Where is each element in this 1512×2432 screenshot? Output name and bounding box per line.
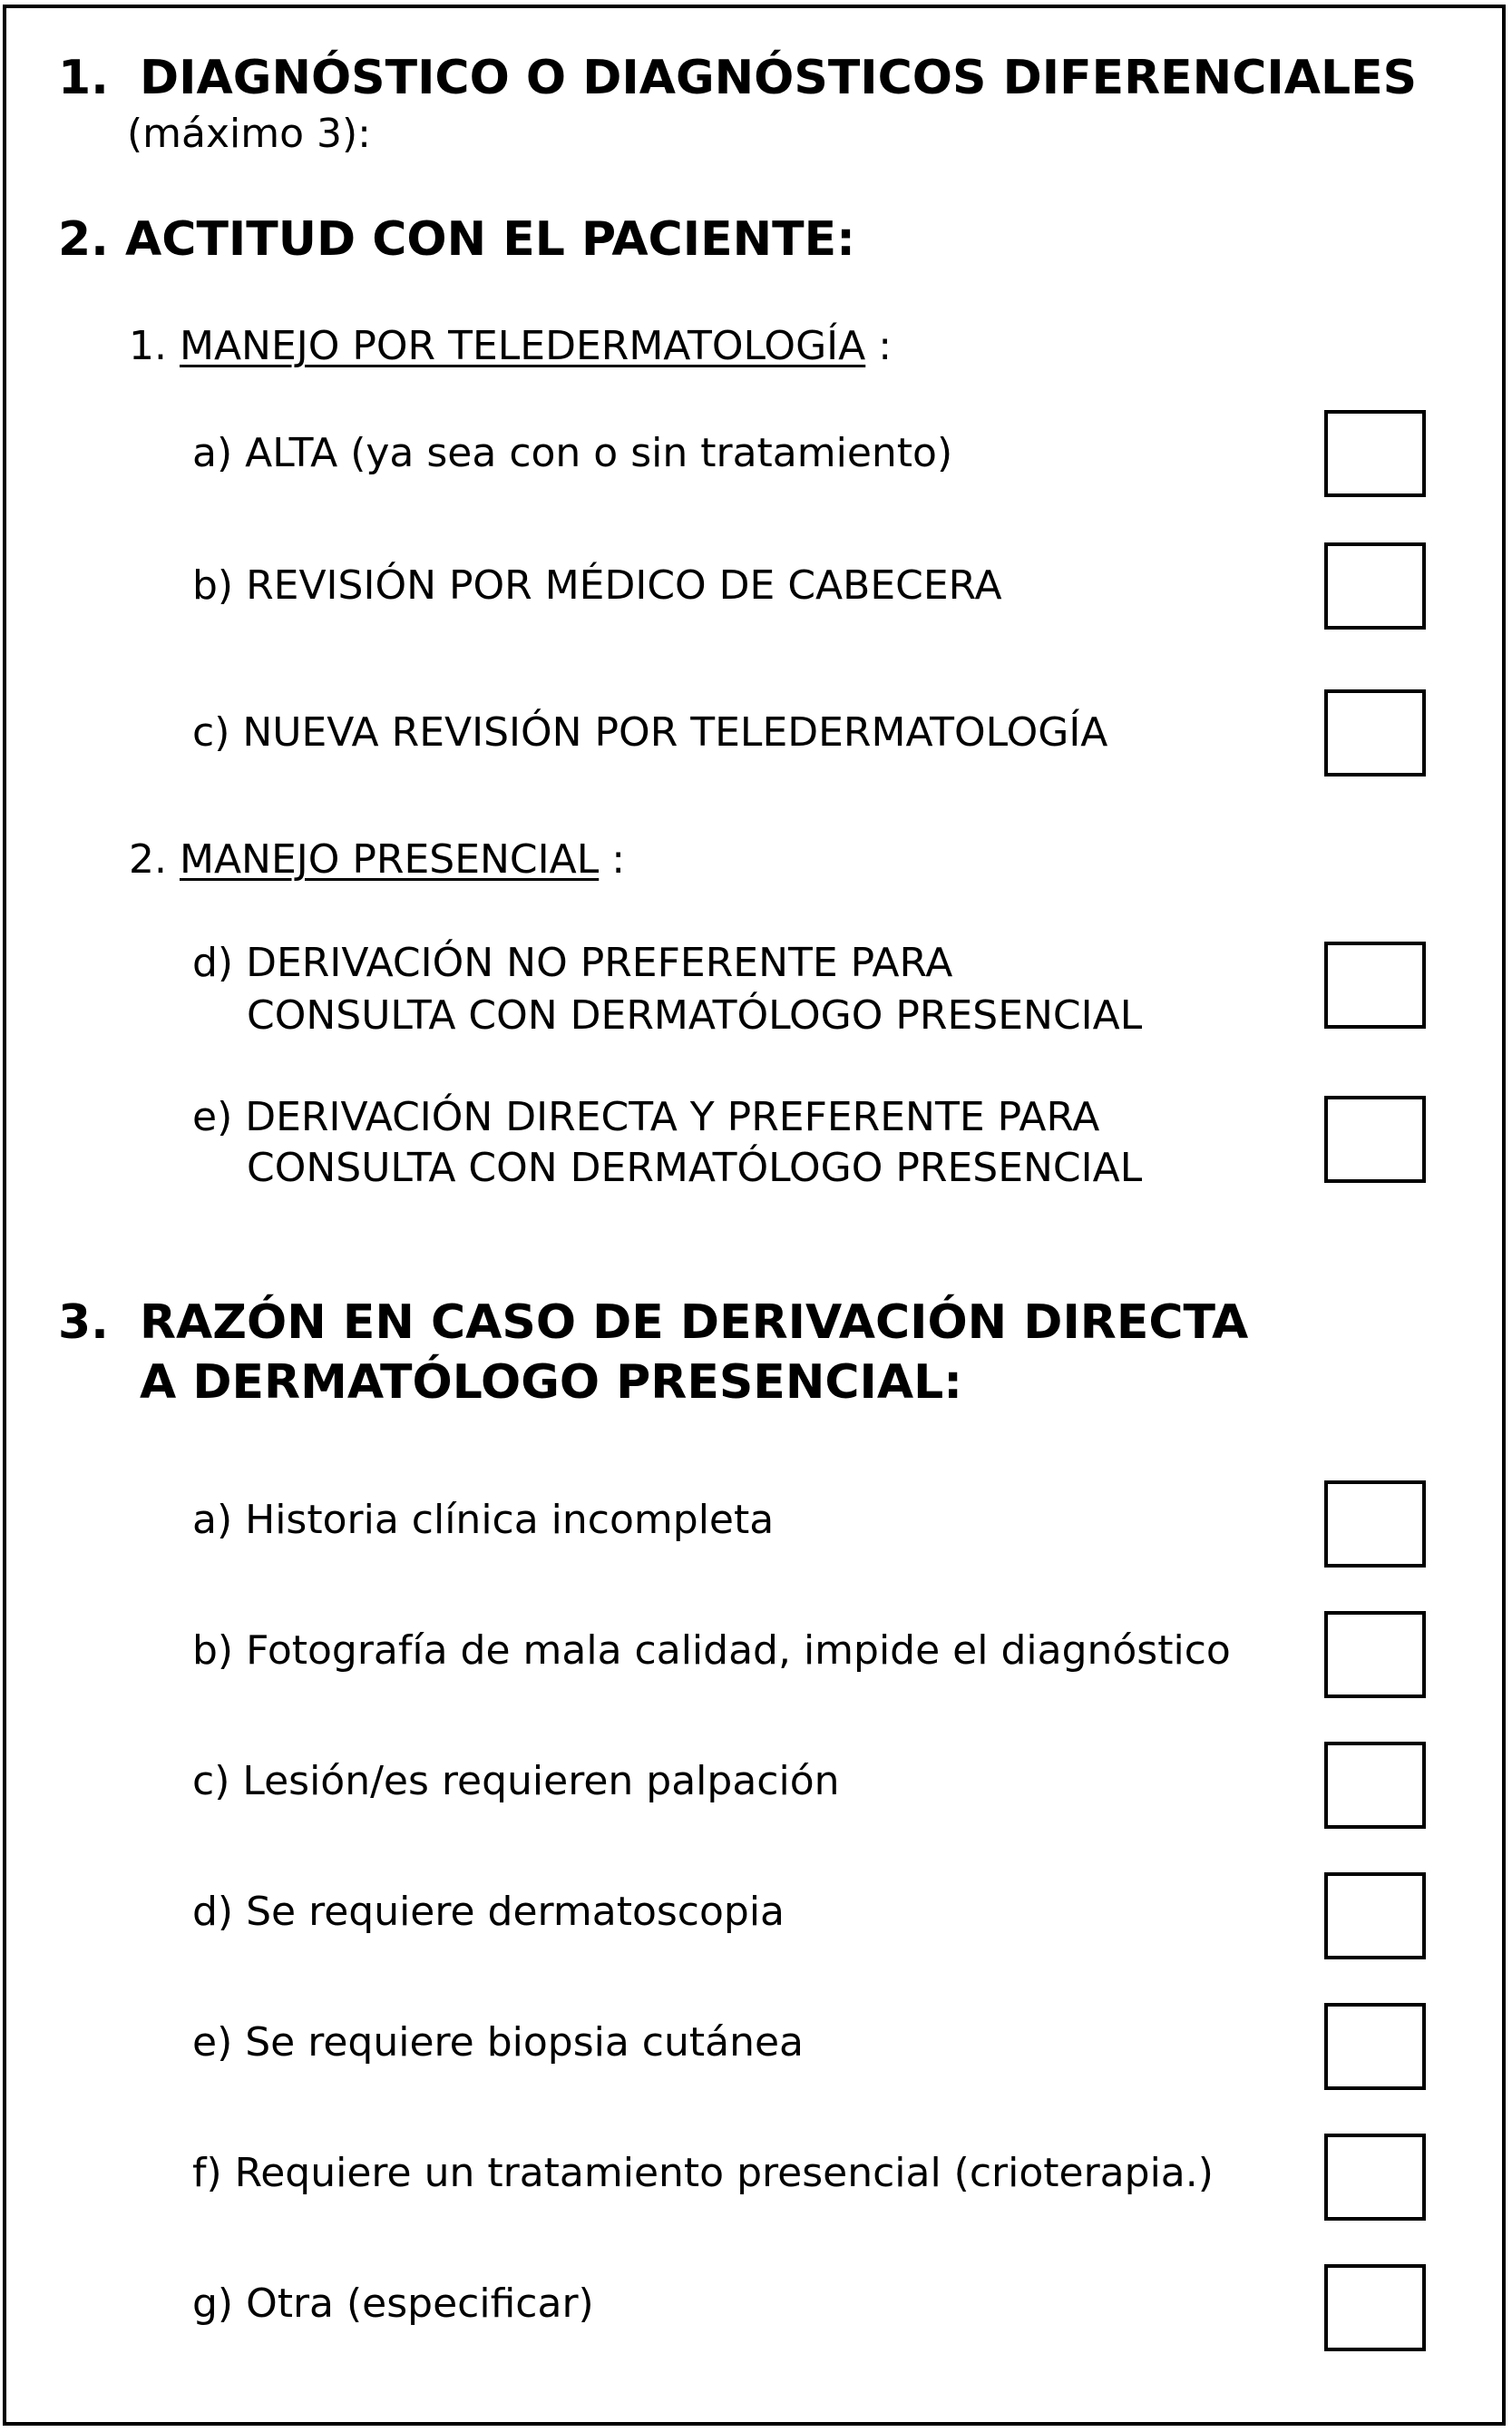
reason-biopsia-label: e) Se requiere biopsia cutánea [192, 2019, 805, 2066]
subsection-1-heading [129, 323, 893, 369]
option-derivacion-no-preferente-checkbox[interactable] [1324, 942, 1426, 1029]
subsection-2-heading [129, 836, 626, 883]
reason-otra-label: g) Otra (especificar) [192, 2281, 594, 2327]
reason-dermatoscopia-label: d) Se requiere dermatoscopia [192, 1889, 785, 1935]
option-derivacion-directa-line2: CONSULTA CON DERMATÓLOGO PRESENCIAL [247, 1145, 1143, 1191]
subsection-1-number: 1. [129, 323, 167, 369]
section-2-title: 2. ACTITUD CON EL PACIENTE: [58, 212, 855, 267]
section-1-note: (máximo 3): [127, 111, 372, 157]
option-derivacion-no-preferente-line1: d) DERIVACIÓN NO PREFERENTE PARA [192, 940, 953, 986]
section-3-number: 3. [58, 1295, 109, 1350]
reason-dermatoscopia-checkbox[interactable] [1324, 1872, 1426, 1959]
reason-palpacion-label: c) Lesión/es requieren palpación [192, 1758, 840, 1804]
option-alta-checkbox[interactable] [1324, 410, 1426, 497]
section-3-title-line1: RAZÓN EN CASO DE DERIVACIÓN DIRECTA [140, 1295, 1249, 1350]
reason-historia-checkbox[interactable] [1324, 1480, 1426, 1568]
reason-otra-checkbox[interactable] [1324, 2264, 1426, 2351]
option-nueva-revision-label: c) NUEVA REVISIÓN POR TELEDERMATOLOGÍA [192, 709, 1108, 756]
option-revision-medico-checkbox[interactable] [1324, 542, 1426, 630]
subsection-1-title: MANEJO POR TELEDERMATOLOGÍA [179, 323, 866, 369]
reason-palpacion-checkbox[interactable] [1324, 1742, 1426, 1829]
subsection-2-title: MANEJO PRESENCIAL [179, 836, 600, 883]
subsection-2-number: 2. [129, 836, 167, 883]
section-1-title: DIAGNÓSTICO O DIAGNÓSTICOS DIFERENCIALES [140, 51, 1418, 105]
option-derivacion-directa-line1: e) DERIVACIÓN DIRECTA Y PREFERENTE PARA [192, 1094, 1100, 1140]
reason-historia-label: a) Historia clínica incompleta [192, 1497, 775, 1543]
section-1-number: 1. [58, 51, 109, 105]
option-nueva-revision-checkbox[interactable] [1324, 689, 1426, 776]
option-derivacion-no-preferente-line2: CONSULTA CON DERMATÓLOGO PRESENCIAL [247, 992, 1143, 1039]
reason-tratamiento-checkbox[interactable] [1324, 2134, 1426, 2221]
reason-tratamiento-label: f) Requiere un tratamiento presencial (crioterapia.) [192, 2150, 1214, 2196]
option-alta-label: a) ALTA (ya sea con o sin tratamiento) [192, 430, 953, 476]
subsection-2-suffix: : [611, 836, 626, 883]
subsection-1-suffix: : [878, 323, 893, 369]
reason-fotografia-checkbox[interactable] [1324, 1611, 1426, 1698]
reason-fotografia-label: b) Fotografía de mala calidad, impide el diagnóstico [192, 1627, 1231, 1674]
section-3-title-line2: A DERMATÓLOGO PRESENCIAL: [140, 1355, 963, 1410]
option-revision-medico-label: b) REVISIÓN POR MÉDICO DE CABECERA [192, 562, 1002, 609]
reason-biopsia-checkbox[interactable] [1324, 2003, 1426, 2090]
option-derivacion-directa-checkbox[interactable] [1324, 1096, 1426, 1183]
